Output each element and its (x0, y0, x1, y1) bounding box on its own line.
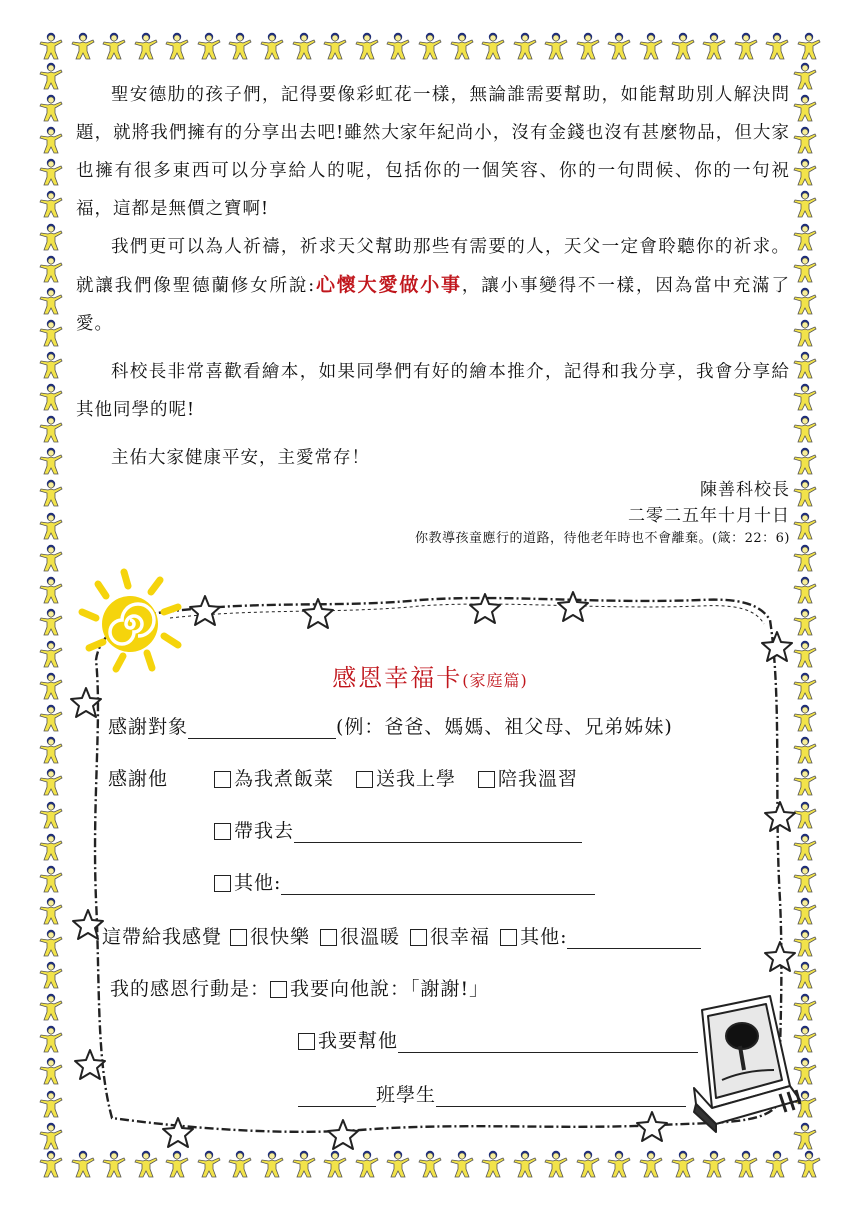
feeling-label: 這帶給我感覺 (102, 926, 223, 948)
checkbox[interactable] (214, 771, 231, 788)
action-help-input[interactable] (398, 1030, 698, 1053)
option-label: 為我煮飯菜 (234, 768, 335, 790)
bible-verse: 你教導孩童應行的道路，待他老年時也不會離棄。(箴：22：6) (415, 531, 790, 546)
option-cook[interactable] (214, 764, 334, 791)
take-me-input[interactable] (294, 820, 582, 843)
thank-him-label: 感謝他 (108, 768, 169, 790)
take-me-row (214, 816, 582, 843)
action-help-label: 我要幫他 (318, 1030, 399, 1052)
class-student-row (298, 1080, 686, 1107)
star-icon (637, 1112, 667, 1141)
signature: 陳善科校長 (700, 480, 790, 500)
checkbox[interactable] (214, 823, 231, 840)
highlight-quote: 心懷大愛做小事 (315, 274, 462, 296)
star-icon (765, 942, 795, 971)
paragraph-picture-books: 科校長非常喜歡看繪本，如果同學們有好的繪本推介，記得和我分享，我會分享給其他同學的呢! (76, 362, 790, 420)
feeling-label-text: 很幸福 (430, 926, 491, 948)
option-study[interactable] (478, 764, 578, 791)
paragraph-blessing: 主佑大家健康平安，主愛常存！ (111, 448, 370, 468)
feeling-label-text: 很溫暖 (340, 926, 401, 948)
action-say-label: 我要向他說：「謝謝!」 (290, 978, 490, 1000)
feeling-row (102, 922, 701, 949)
feeling-label-text: 其他: (520, 926, 568, 948)
thank-target-label: 感謝對象 (108, 716, 189, 738)
feeling-other[interactable] (500, 922, 567, 949)
checkbox[interactable] (500, 929, 517, 946)
action-label: 我的感恩行動是： (110, 978, 271, 1000)
card-title (0, 658, 860, 693)
student-name-input[interactable] (436, 1084, 686, 1107)
star-icon (762, 632, 792, 661)
other-input[interactable] (281, 872, 595, 895)
letter-date: 二零二五年十月十日 (628, 506, 790, 526)
star-icon (328, 1120, 358, 1149)
checkbox[interactable] (230, 929, 247, 946)
checkbox[interactable] (356, 771, 373, 788)
checkbox[interactable] (298, 1033, 315, 1050)
feeling-label-text: 很快樂 (250, 926, 311, 948)
option-label: 陪我溫習 (498, 768, 579, 790)
checkbox[interactable] (478, 771, 495, 788)
prayer-text-end: ，讓小事變得不一樣，因為當中充滿了愛。 (76, 276, 790, 334)
feeling-blessed[interactable] (410, 922, 490, 949)
paragraph-sharing: 聖安德肋的孩子們，記得要像彩虹花一樣，無論誰需要幫助，如能幫助別人解決問題，就將我們擁有的分享出去吧!雖然大家年紀尚小，沒有金錢也沒有甚麼物品，但大家也擁有很多東西可以分享給人的呢，包括你的一個笑容、你的一句問候、你的一句祝福，這都是無價之寶啊! (76, 85, 790, 219)
star-icon (163, 1118, 193, 1147)
checkbox[interactable] (214, 875, 231, 892)
card-subtitle: (家庭篇) (462, 671, 528, 690)
star-icon (73, 910, 103, 939)
other-row (214, 868, 595, 895)
thank-target-input[interactable] (188, 716, 336, 739)
star-icon (765, 802, 795, 831)
feeling-happy[interactable] (230, 922, 310, 949)
action-help-row (298, 1026, 698, 1053)
thank-target-example: (例：爸爸、媽媽、祖父母、兄弟姊妹) (336, 716, 673, 738)
feeling-warm[interactable] (320, 922, 400, 949)
checkbox[interactable] (410, 929, 427, 946)
action-row (110, 974, 511, 1001)
thank-target-row (108, 712, 673, 739)
checkbox[interactable] (320, 929, 337, 946)
checkbox[interactable] (270, 981, 287, 998)
feeling-other-input[interactable] (567, 926, 701, 949)
action-say-thanks[interactable] (270, 974, 489, 1001)
option-other-label: 其他: (234, 872, 282, 894)
class-student-label: 班學生 (376, 1084, 437, 1106)
class-input[interactable] (298, 1084, 376, 1107)
card-title-main: 感恩幸福卡 (332, 664, 463, 692)
star-icon (190, 596, 220, 625)
thank-him-row (108, 764, 600, 791)
option-label: 送我上學 (376, 768, 457, 790)
book-icon (694, 996, 800, 1132)
prayer-text-start: 我們更可以為人祈禱，祈求天父幫助那些有需要的人，天父一定會聆聽你的祈求。就讓我們像聖德蘭修女所說: (76, 237, 790, 296)
star-icon (558, 592, 588, 621)
option-take-me-label: 帶我去 (234, 820, 295, 842)
option-take-to-school[interactable] (356, 764, 456, 791)
